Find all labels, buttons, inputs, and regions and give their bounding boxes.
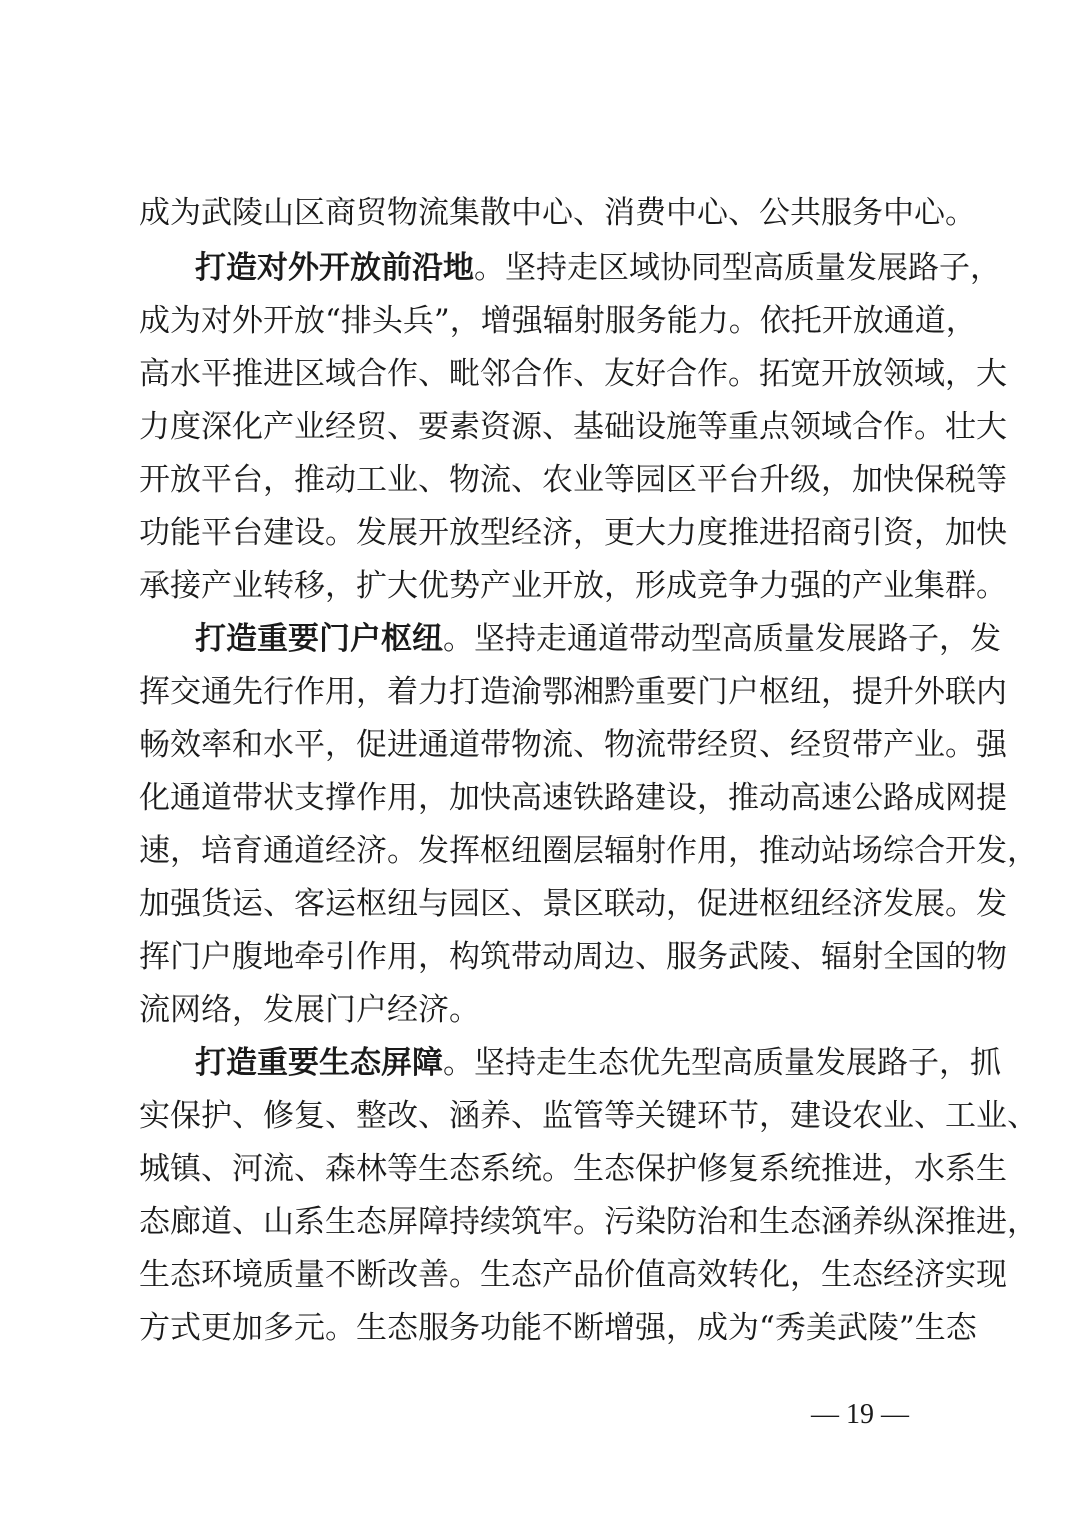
paragraph-line <box>139 507 1007 559</box>
section-heading: 打造重要生态屏障 <box>195 1045 443 1081</box>
line-text: 生态环境质量不断改善。生态产品价值高效转化，生态经济实现 <box>139 1257 1007 1293</box>
line-text: 力度深化产业经贸、要素资源、基础设施等重点领域合作。壮大 <box>139 409 1007 445</box>
line-text: 挥交通先行作用，着力打造渝鄂湘黔重要门户枢纽，提升外联内 <box>139 674 1007 710</box>
line-text: 高水平推进区域合作、毗邻合作、友好合作。拓宽开放领域，大 <box>139 356 1007 392</box>
paragraph-line <box>139 878 1007 930</box>
paragraph-line <box>139 348 1007 400</box>
line-text: 。坚持走生态优先型高质量发展路子，抓 <box>443 1045 1001 1081</box>
paragraph-line <box>139 560 1007 612</box>
paragraph-line <box>139 984 939 1036</box>
line-text: 加强货运、客运枢纽与园区、景区联动，促进枢纽经济发展。发 <box>139 886 1007 922</box>
page-number: — 19 — <box>811 1399 909 1430</box>
line-text: 方式更加多元。生态服务功能不断增强，成为“秀美武陵”生态 <box>139 1310 977 1346</box>
line-text: 。坚持走区域协同型高质量发展路子， <box>474 250 1001 286</box>
paragraph-line <box>139 666 1007 718</box>
line-text: 实保护、修复、整改、涵养、监管等关键环节，建设农业、工业、 <box>139 1098 1038 1134</box>
paragraph-line <box>139 1143 1007 1195</box>
line-text: 流网络，发展门户经济。 <box>139 992 480 1028</box>
line-text: 。坚持走通道带动型高质量发展路子，发 <box>443 621 1001 657</box>
line-text: 成为对外开放“排头兵”，增强辐射服务能力。依托开放通道， <box>139 303 977 339</box>
section-heading-line <box>195 613 1001 665</box>
paragraph-line <box>139 187 976 239</box>
paragraph-line <box>139 931 1007 983</box>
line-text: 挥门户腹地牵引作用，构筑带动周边、服务武陵、辐射全国的物 <box>139 939 1007 975</box>
line-text: 态廊道、山系生态屏障持续筑牢。污染防治和生态涵养纵深推进， <box>139 1204 1038 1240</box>
paragraph-line <box>139 1302 977 1354</box>
section-heading-line <box>195 242 1001 294</box>
paragraph-line <box>139 1090 1038 1142</box>
paragraph-line <box>139 719 1007 771</box>
paragraph-line <box>139 295 977 347</box>
section-heading: 打造重要门户枢纽 <box>195 621 443 657</box>
section-heading: 打造对外开放前沿地 <box>195 250 474 286</box>
line-text: 城镇、河流、森林等生态系统。生态保护修复系统推进，水系生 <box>139 1151 1007 1187</box>
line-text: 开放平台，推动工业、物流、农业等园区平台升级，加快保税等 <box>139 462 1007 498</box>
line-text: 畅效率和水平，促进通道带物流、物流带经贸、经贸带产业。强 <box>139 727 1007 763</box>
section-heading-line <box>195 1037 1001 1089</box>
line-text: 化通道带状支撑作用，加快高速铁路建设，推动高速公路成网提 <box>139 780 1007 816</box>
paragraph-line <box>139 1249 1007 1301</box>
paragraph-line <box>139 1196 1038 1248</box>
paragraph-line <box>139 454 1007 506</box>
line-text: 速，培育通道经济。发挥枢纽圈层辐射作用，推动站场综合开发， <box>139 833 1038 869</box>
line-text: 功能平台建设。发展开放型经济，更大力度推进招商引资，加快 <box>139 515 1007 551</box>
paragraph-line <box>139 401 1007 453</box>
line-text: 成为武陵山区商贸物流集散中心、消费中心、公共服务中心。 <box>139 195 976 231</box>
paragraph-line <box>139 772 1007 824</box>
paragraph-line <box>139 825 1038 877</box>
line-text: 承接产业转移，扩大优势产业开放，形成竞争力强的产业集群。 <box>139 568 1007 604</box>
